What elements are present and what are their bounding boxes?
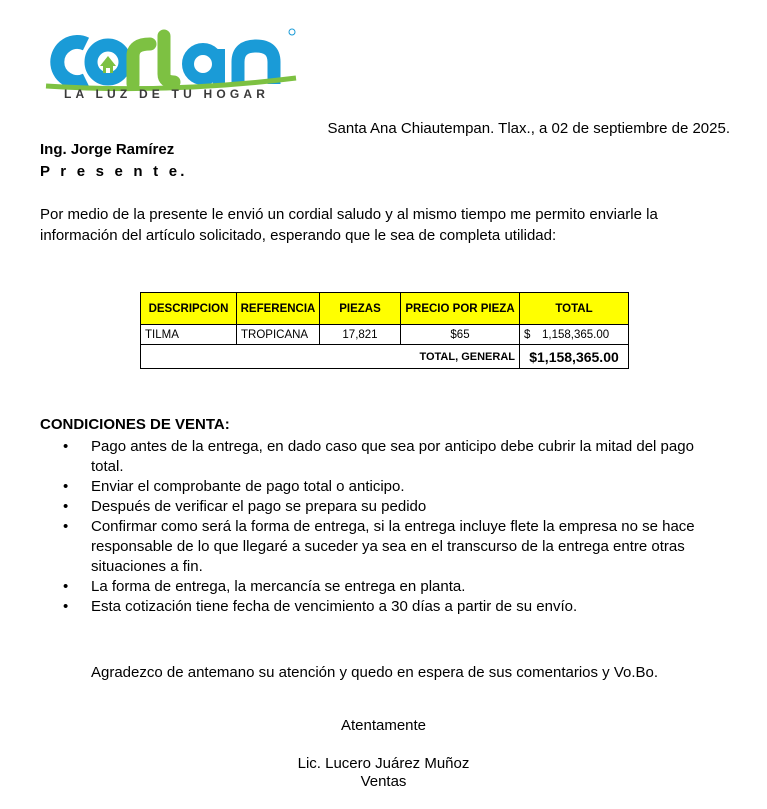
condition-text: La forma de entrega, la mercancía se entrega en planta. [91,578,466,595]
regards-line: Atentamente [340,717,427,734]
grand-total-value: $1,158,365.00 [520,345,629,369]
header-piezas: PIEZAS [320,293,401,325]
condition-text: Pago antes de la entrega, en dado caso que sea por anticipo debe cubrir la mitad del pago total. [91,438,694,475]
table-header-row [141,293,629,325]
date-line: Santa Ana Chiautempan. Tlax., a 02 de septiembre de 2025. [327,120,730,137]
condition-text: Esta cotización tiene fecha de vencimiento a 30 días a partir de su envío. [91,598,578,615]
grand-total-label: TOTAL, GENERAL [141,345,520,369]
cell-precio: $65 [401,325,520,345]
signer-department: Ventas [360,773,407,790]
cell-piezas: 17,821 [320,325,401,345]
header-referencia: REFERENCIA [237,293,320,325]
list-item [40,477,720,497]
condition-text: Enviar el comprobante de pago total o anticipo. [91,478,405,495]
list-item [40,517,720,577]
bullet-icon: • [63,578,69,595]
condition-text: Confirmar como será la forma de entrega, si la entrega incluye flete la empresa no se hace responsable de lo que llegaré a suceder ya sea en el transcurso de la entrega entre otras situaciones a fin. [91,518,695,575]
conditions-title: CONDICIONES DE VENTA: [40,416,230,433]
bullet-icon: • [63,518,69,535]
quote-table [140,292,629,369]
cell-total-currency: $ [524,328,531,341]
list-item [40,597,720,617]
conditions-list [40,437,720,617]
header-descripcion: DESCRIPCION [141,293,237,325]
cell-total-amount: 1,158,365.00 [542,328,610,341]
grand-total-row [141,345,629,369]
header-total: TOTAL [520,293,629,325]
bullet-icon: • [63,598,69,615]
bullet-icon: • [63,438,69,455]
recipient-name: Ing. Jorge Ramírez [40,141,175,158]
table-row [141,325,629,345]
thanks-paragraph: Agradezco de antemano su atención y quedo en espera de sus comentarios y Vo.Bo. [91,664,659,681]
cell-referencia: TROPICANA [237,325,320,345]
cell-total [520,325,629,345]
bullet-icon: • [63,478,69,495]
signer-name: Lic. Lucero Juárez Muñoz [297,755,470,772]
cell-descripcion: TILMA [141,325,237,345]
intro-paragraph: Por medio de la presente le envió un cordial saludo y al mismo tiempo me permito enviarle la información del artículo solicitado, esperando que le sea de completa utilidad: [40,206,658,244]
logo-tagline: LA LUZ DE TU HOGAR [64,87,270,101]
condition-text: Después de verificar el pago se prepara su pedido [91,498,427,515]
list-item [40,577,720,597]
bullet-icon: • [63,498,69,515]
list-item [40,497,720,517]
header-precio-por-pieza: PRECIO POR PIEZA [401,293,520,325]
list-item [40,437,720,477]
salutation: P r e s e n t e. [40,163,188,180]
